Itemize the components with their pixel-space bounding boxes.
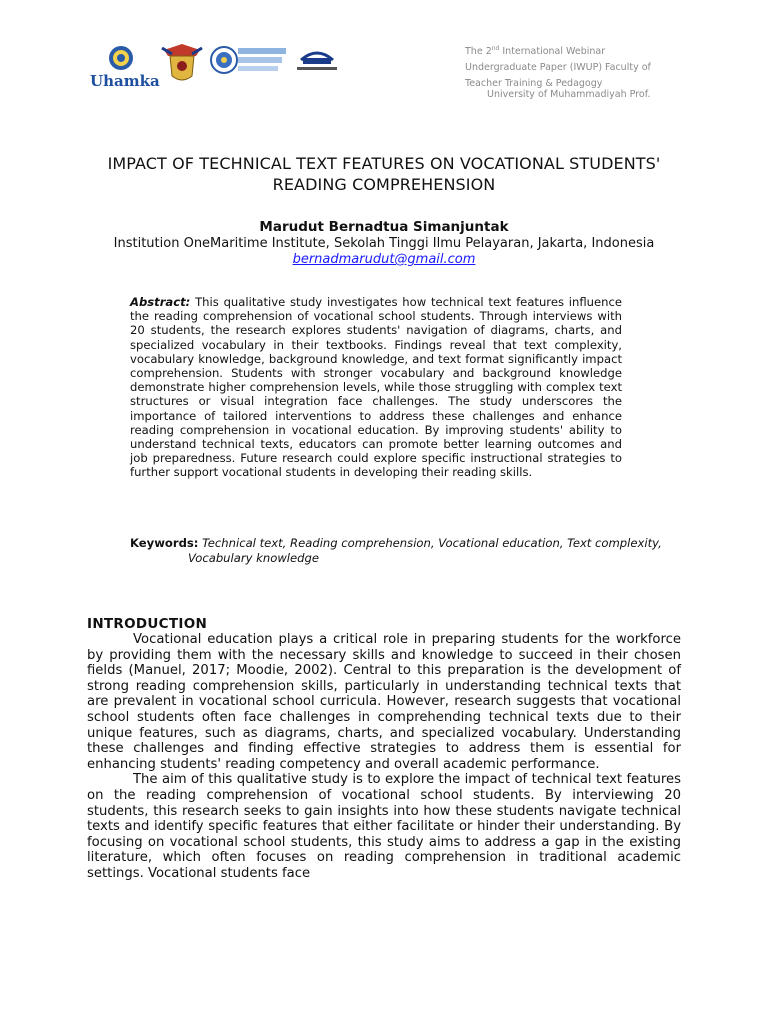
introduction-paragraph-2: The aim of this qualitative study is to explore the impact of technical text features on the reading comprehension of vocational school students. By interviewing 20 students, this research seeks to gain insights into how these students navigate technical texts and identify specific features that either facilitate or hinder their understanding. By focusing on vocational school students, this study aims to address a gap in the existing literature, which often focuses on reading comprehension in traditional academic settings. Vocational students face [87, 772, 681, 881]
seal-logo [210, 46, 238, 74]
uhamka-logo-text: Uhamka [90, 72, 160, 90]
conference-note [465, 44, 675, 100]
paper-title: IMPACT OF TECHNICAL TEXT FEATURES ON VOCATIONAL STUDENTS' READING COMPREHENSION [107, 154, 661, 194]
conference-note-line3: Teacher Training & Pedagogy [465, 78, 603, 89]
conference-note-line4: University of Muhammadiyah Prof. [487, 89, 651, 100]
english-education-logo [238, 46, 286, 76]
abstract-label: Abstract: [130, 295, 191, 309]
uhamka-logo [88, 44, 160, 90]
abstract-text: This qualitative study investigates how technical text features influence the reading comprehension of vocational school students. Through interviews with 20 students, the research explores students' navigation of diagrams, charts, and specialized vocabulary in their textbooks. Findings reveal that text complexity, vocabulary knowledge, background knowledge, and text format significantly impact comprehension. Students with stronger vocabulary and background knowledge demonstrate higher comprehension levels, while those struggling with complex text structures or visual integration face challenges. The study underscores the importance of tailored interventions to address these challenges and enhance reading comprehension in vocational education. By improving students' ability to understand technical texts, educators can promote better learning outcomes and job preparedness. Future research could explore specific instructional strategies to further support vocational students in developing their reading skills. [130, 295, 622, 480]
header-logos [88, 40, 358, 92]
author-email [88, 252, 680, 267]
introduction-body [87, 632, 681, 882]
conference-note-line2: Undergraduate Paper (IWUP) Faculty of [465, 62, 651, 73]
introduction-paragraph-1: Vocational education plays a critical role in preparing students for the workforce by providing them with the necessary skills and knowledge to succeed in their chosen fields (Manuel, 2017; Moodie, 2002). Central to this preparation is the development of strong reading comprehension skills, particularly in understanding technical texts that are prevalent in vocational school curricula. However, research suggests that vocational school students often face challenges in comprehending technical texts due to their unique features, such as diagrams, charts, and specialized vocabulary. Understanding these challenges and finding effective strategies to address them is essential for enhancing students' reading competency and overall academic performance. [87, 632, 681, 772]
author-affiliation: Institution OneMaritime Institute, Sekolah Tinggi Ilmu Pelayaran, Jakarta, Indonesia [113, 236, 655, 251]
abstract [130, 295, 622, 480]
keywords [130, 536, 681, 565]
keywords-line2: Vocabulary knowledge [188, 550, 320, 565]
author-email-link[interactable]: bernadmarudut@gmail.com [292, 252, 476, 267]
author-name: Marudut Bernadtua Simanjuntak [259, 219, 509, 235]
introduction-heading: INTRODUCTION [87, 616, 208, 632]
crest-logo [160, 42, 204, 86]
keywords-label: Keywords: [130, 536, 199, 550]
keywords-line1: Technical text, Reading comprehension, Vocational education, Text complexity, [202, 536, 662, 550]
iwup-logo [293, 44, 341, 74]
conference-note-line1: The 2nd International Webinar [465, 44, 606, 57]
